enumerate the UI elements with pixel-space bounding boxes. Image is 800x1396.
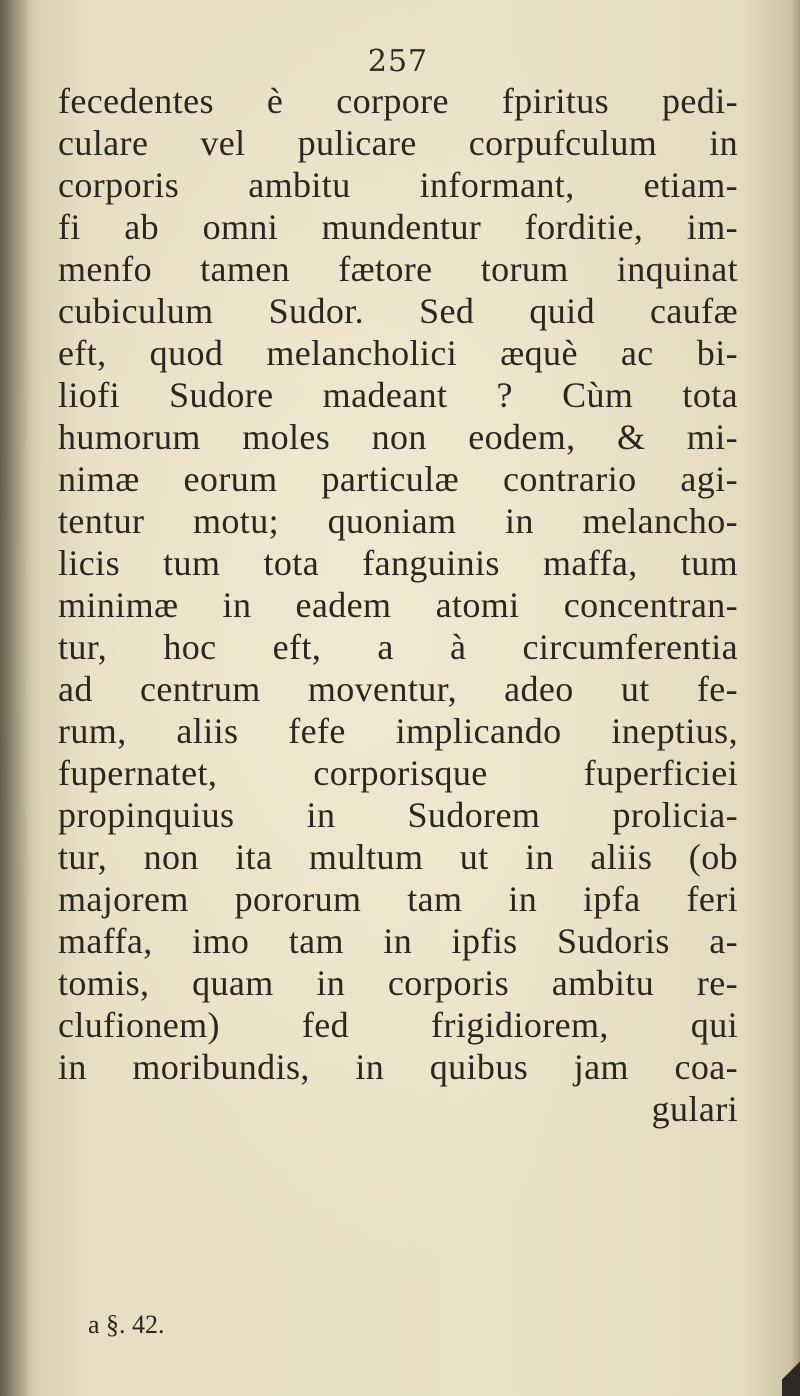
- text-line: tur, hoc eft, a à circumferentia: [58, 627, 738, 667]
- text-line: humorum moles non eodem, & mi-: [58, 417, 738, 457]
- text-line: fi ab omni mundentur forditie, im-: [58, 207, 738, 247]
- text-line: rum, aliis fefe implicando ineptius,: [58, 711, 738, 751]
- text-line: corporis ambitu informant, etiam-: [58, 165, 738, 205]
- catchword: gulari: [651, 1089, 738, 1129]
- text-line: propinquius in Sudorem prolicia-: [58, 795, 738, 835]
- text-line: nimæ eorum particulæ contrario agi-: [58, 459, 738, 499]
- text-line: licis tum tota fanguinis maffa, tum: [58, 543, 738, 583]
- text-line: tentur motu; quoniam in melancho-: [58, 501, 738, 541]
- text-line: culare vel pulicare corpufculum in: [58, 123, 738, 163]
- text-line: eft, quod melancholici æquè ac bi-: [58, 333, 738, 373]
- body-text: [58, 80, 738, 1130]
- text-line: in moribundis, in quibus jam coa-: [58, 1047, 738, 1087]
- binding-shadow: [0, 0, 30, 1396]
- text-line: fupernatet, corporisque fuperficiei: [58, 753, 738, 793]
- page-number: 257: [367, 44, 429, 79]
- text-line: maffa, imo tam in ipfis Sudoris a-: [58, 921, 738, 961]
- text-line: fecedentes è corpore fpiritus pedi-: [58, 81, 738, 121]
- text-line: cubiculum Sudor. Sed quid caufæ: [58, 291, 738, 331]
- text-line: liofi Sudore madeant ? Cùm tota: [58, 375, 738, 415]
- text-line: clufionem) fed frigidiorem, qui: [58, 1005, 738, 1045]
- page-corner-shadow: [782, 1356, 800, 1396]
- text-line: majorem pororum tam in ipfa feri: [58, 879, 738, 919]
- text-line: tur, non ita multum ut in aliis (ob: [58, 837, 738, 877]
- text-line: ad centrum moventur, adeo ut fe-: [58, 669, 738, 709]
- text-line: menfo tamen fætore torum inquinat: [58, 249, 738, 289]
- footnote: a §. 42.: [88, 1310, 165, 1339]
- text-line: tomis, quam in corporis ambitu re-: [58, 963, 738, 1003]
- text-line: minimæ in eadem atomi concentran-: [58, 585, 738, 625]
